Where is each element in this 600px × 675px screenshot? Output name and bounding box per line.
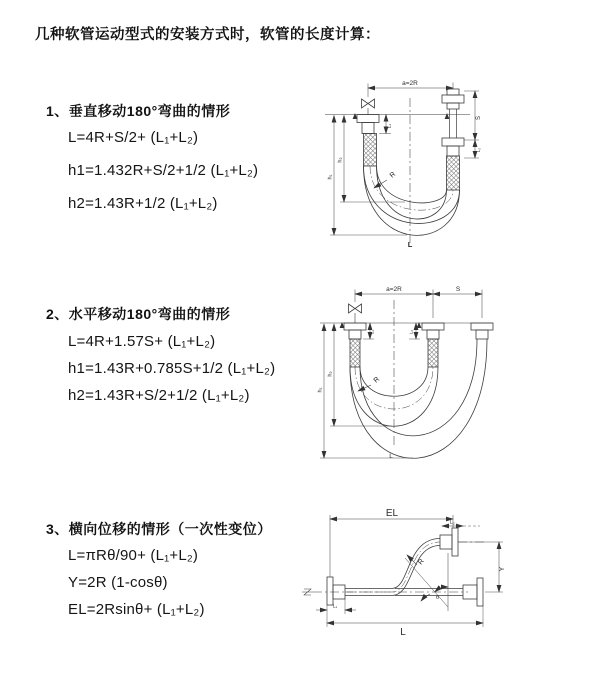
dim-label-h2: h₂ xyxy=(337,157,344,163)
diagram-horizontal-180-bend xyxy=(308,278,568,466)
right-fitting xyxy=(442,89,464,190)
diagram-lateral-displacement xyxy=(300,495,530,653)
valve-icon xyxy=(349,304,362,323)
section-3-formula-EL: EL=2Rsinθ+ (L₁+L₂) xyxy=(68,601,205,618)
middle-fitting xyxy=(422,323,444,367)
section-2-heading: 2、水平移动180°弯曲的情形 xyxy=(46,306,231,322)
dim-label-l1: L₁ xyxy=(386,123,393,129)
top-flange xyxy=(440,528,458,556)
page-title: 几种软管运动型式的安装方式时，软管的长度计算： xyxy=(35,27,380,43)
dim-label-a2r: a=2R xyxy=(402,80,418,87)
diagram3-labels xyxy=(333,508,506,638)
section-1-formula-L: L=4R+S/2+ (L₁+L₂) xyxy=(68,129,199,146)
hose-u-bend xyxy=(350,339,487,458)
radius-label: R xyxy=(372,375,382,385)
dim-label-el: EL xyxy=(385,508,399,519)
section-2-formula-h2: h2=1.43R+S/2+1/2 (L₁+L₂) xyxy=(68,387,250,404)
dim-label-h2: h₂ xyxy=(327,371,334,377)
hose-s-curve xyxy=(345,539,440,596)
dim-a2r-s xyxy=(355,290,482,319)
diagram2-labels xyxy=(318,286,461,460)
dim-label-l2: L₂ xyxy=(408,329,414,335)
section-1-heading: 1、垂直移动180°弯曲的情形 xyxy=(46,103,231,119)
dim-label-l1: L₁ xyxy=(369,329,375,335)
section-3-heading: 3、横向位移的情形（一次性变位） xyxy=(46,521,272,537)
dim-label-h1: h₁ xyxy=(317,387,324,393)
diagram-vertical-180-bend xyxy=(312,72,562,257)
length-label: L xyxy=(407,240,413,249)
length-label: L xyxy=(389,453,393,460)
dim-label-s: S xyxy=(455,286,461,293)
dim-label-y: Y xyxy=(499,566,506,572)
dim-y xyxy=(458,542,503,592)
dim-l xyxy=(327,603,483,627)
dim-label-l1: L₁ xyxy=(332,603,338,610)
left-fitting xyxy=(344,323,366,367)
hose-u-bend xyxy=(364,166,460,235)
radius-leader xyxy=(407,555,417,565)
section-1-formula-h2: h2=1.43R+1/2 (L₁+L₂) xyxy=(68,195,218,212)
radius-label: R xyxy=(417,557,426,567)
moved-fitting xyxy=(471,323,493,339)
angle-construction xyxy=(405,553,448,611)
section-3-formula-Y: Y=2R (1-cosθ) xyxy=(68,574,168,591)
left-flange xyxy=(327,577,345,605)
position-arrows xyxy=(353,113,450,119)
dim-label-l2: L₂ xyxy=(476,147,481,153)
section-2-formula-L: L=4R+1.57S+ (L₁+L₂) xyxy=(68,333,216,350)
left-fitting xyxy=(357,115,379,167)
dim-label-h1: h₁ xyxy=(327,174,334,180)
valve-icon xyxy=(362,99,375,115)
section-2-formula-h1: h1=1.43R+0.785S+1/2 (L₁+L₂) xyxy=(68,360,276,377)
radius-leader xyxy=(374,180,387,188)
dim-label-l2: L₂ xyxy=(450,520,455,526)
dim-label-a2r: a=2R xyxy=(386,286,402,293)
section-1-formula-h1: h1=1.432R+S/2+1/2 (L₁+L₂) xyxy=(68,162,259,179)
length-label: L xyxy=(400,627,406,638)
radius-label: R xyxy=(388,170,398,180)
section-3-formula-L: L=πRθ/90+ (L₁+L₂) xyxy=(68,547,199,564)
centerline-mark xyxy=(302,589,313,595)
dim-label-s: S xyxy=(476,115,482,121)
angle-label: θ xyxy=(436,595,440,601)
dim-h-lines xyxy=(317,324,413,458)
